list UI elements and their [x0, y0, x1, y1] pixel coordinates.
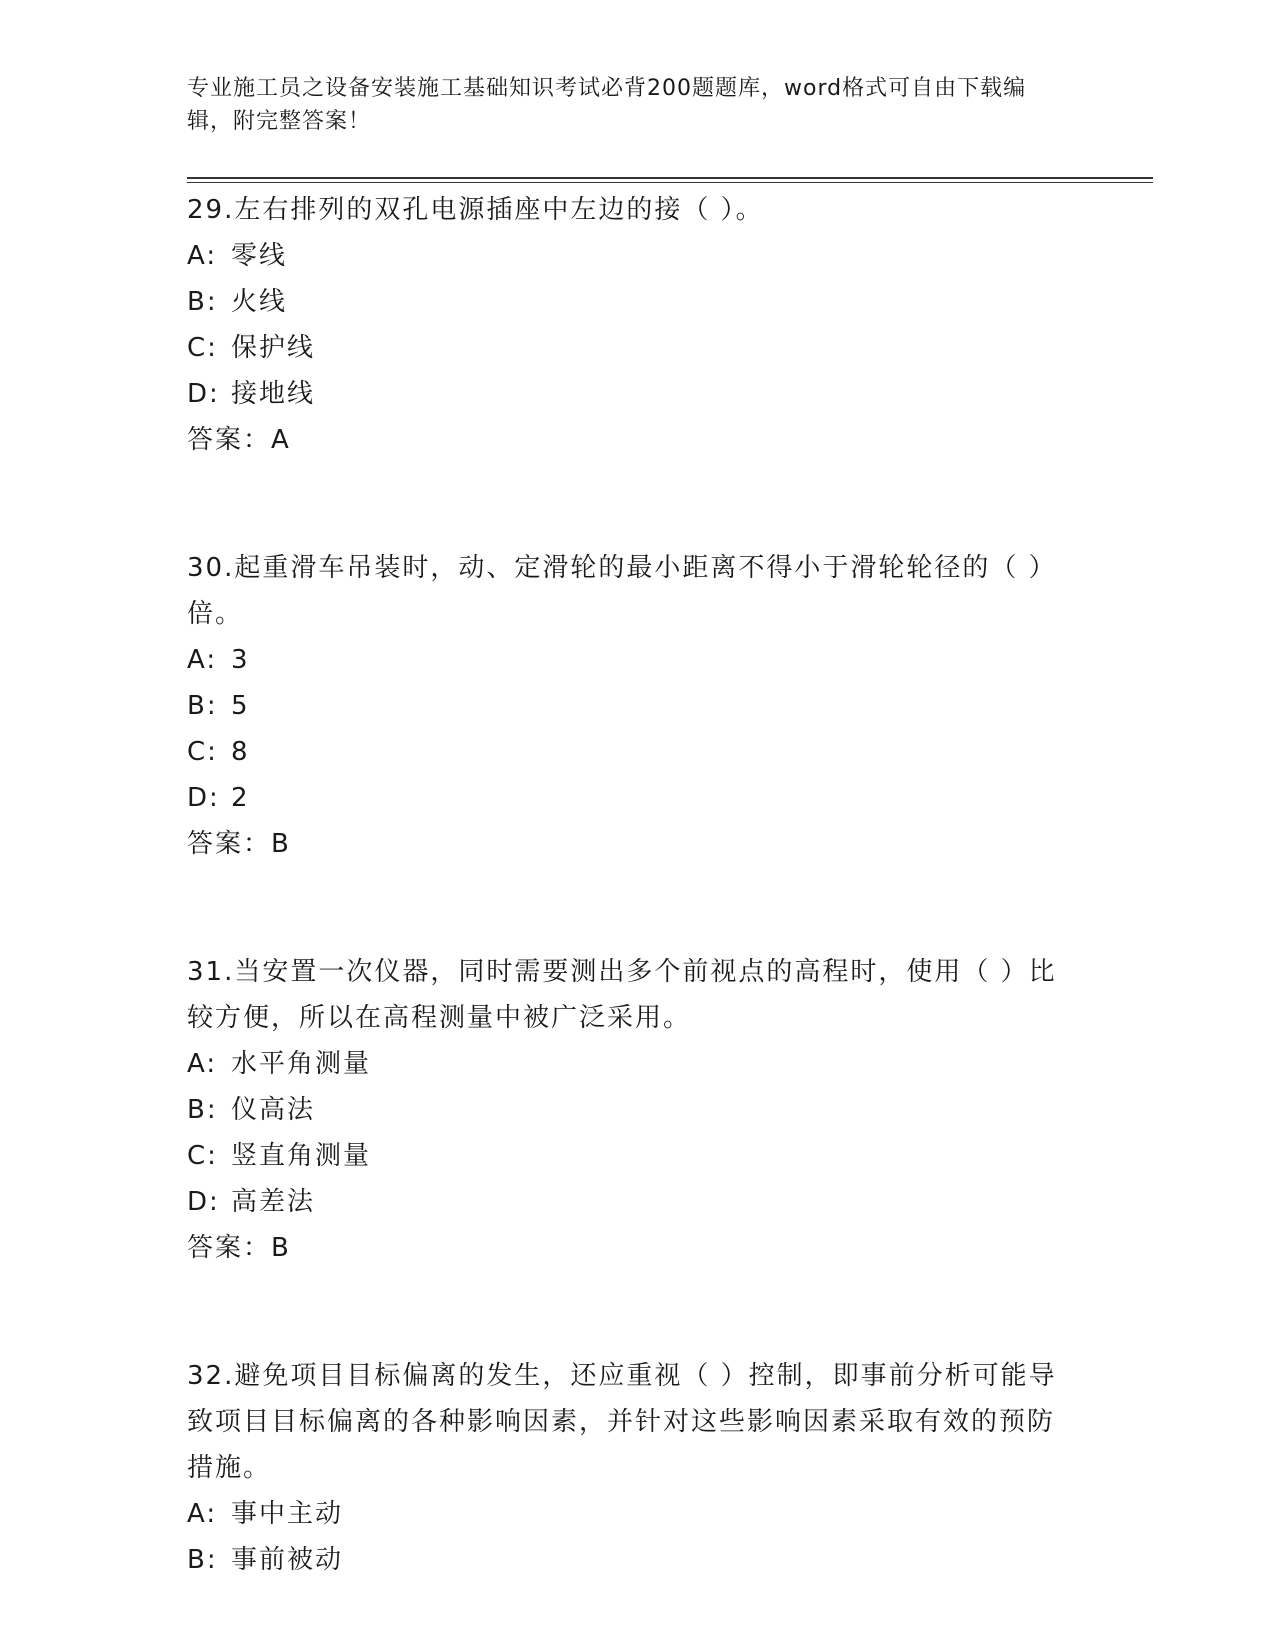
option-letter: C:: [187, 1141, 218, 1171]
option-d: [187, 775, 1067, 821]
option-text: 零线: [231, 241, 288, 271]
option-letter: D:: [187, 379, 220, 409]
header-title: 专业施工员之设备安装施工基础知识考试必背200题题库，word格式可自由下载编辑，附完整答案！: [187, 76, 1027, 134]
option-a: [187, 1041, 1067, 1087]
document-header: [187, 72, 1067, 138]
option-letter: A:: [187, 1049, 218, 1079]
option-text: 竖直角测量: [231, 1141, 372, 1171]
option-letter: B:: [187, 691, 218, 721]
question-list: [187, 187, 1067, 1583]
option-c: [187, 729, 1067, 775]
option-c: [187, 1133, 1067, 1179]
option-b: [187, 1537, 1067, 1583]
option-letter: D:: [187, 783, 220, 813]
option-text: 5: [231, 691, 250, 721]
option-a: [187, 1491, 1067, 1537]
question-text: 31.当安置一次仪器，同时需要测出多个前视点的高程时，使用（ ）比较方便，所以在高程测量中被广泛采用。: [187, 957, 1057, 1033]
header-divider-thick: [187, 177, 1153, 179]
option-text: 高差法: [231, 1187, 316, 1217]
option-text: 8: [231, 737, 250, 767]
option-letter: A:: [187, 241, 218, 271]
option-text: 事中主动: [231, 1499, 344, 1529]
option-text: 2: [231, 783, 250, 813]
option-d: [187, 371, 1067, 417]
option-letter: C:: [187, 333, 218, 363]
option-letter: D:: [187, 1187, 220, 1217]
option-letter: B:: [187, 1095, 218, 1125]
option-b: [187, 1087, 1067, 1133]
answer-line: 答案：B: [187, 829, 291, 859]
question-text: 29.左右排列的双孔电源插座中左边的接（ ）。: [187, 195, 764, 225]
option-d: [187, 1179, 1067, 1225]
option-b: [187, 279, 1067, 325]
option-letter: A:: [187, 645, 218, 675]
question-29: [187, 187, 1067, 463]
option-text: 3: [231, 645, 250, 675]
option-letter: B:: [187, 1545, 218, 1575]
option-b: [187, 683, 1067, 729]
option-text: 火线: [231, 287, 288, 317]
answer-line: 答案：A: [187, 425, 291, 455]
option-letter: C:: [187, 737, 218, 767]
question-text: 30.起重滑车吊装时，动、定滑轮的最小距离不得小于滑轮轮径的（ ）倍。: [187, 553, 1057, 629]
option-text: 仪高法: [231, 1095, 316, 1125]
option-text: 事前被动: [231, 1545, 344, 1575]
option-text: 保护线: [231, 333, 316, 363]
question-text: 32.避免项目目标偏离的发生，还应重视（ ）控制，即事前分析可能导致项目目标偏离的各种影响因素，并针对这些影响因素采取有效的预防措施。: [187, 1361, 1057, 1483]
header-divider-thin: [187, 182, 1153, 183]
option-a: [187, 233, 1067, 279]
option-text: 水平角测量: [231, 1049, 372, 1079]
option-letter: A:: [187, 1499, 218, 1529]
question-30: [187, 545, 1067, 867]
question-31: [187, 949, 1067, 1271]
question-32: [187, 1353, 1067, 1583]
answer-line: 答案：B: [187, 1233, 291, 1263]
option-c: [187, 325, 1067, 371]
option-text: 接地线: [231, 379, 316, 409]
option-letter: B:: [187, 287, 218, 317]
option-a: [187, 637, 1067, 683]
